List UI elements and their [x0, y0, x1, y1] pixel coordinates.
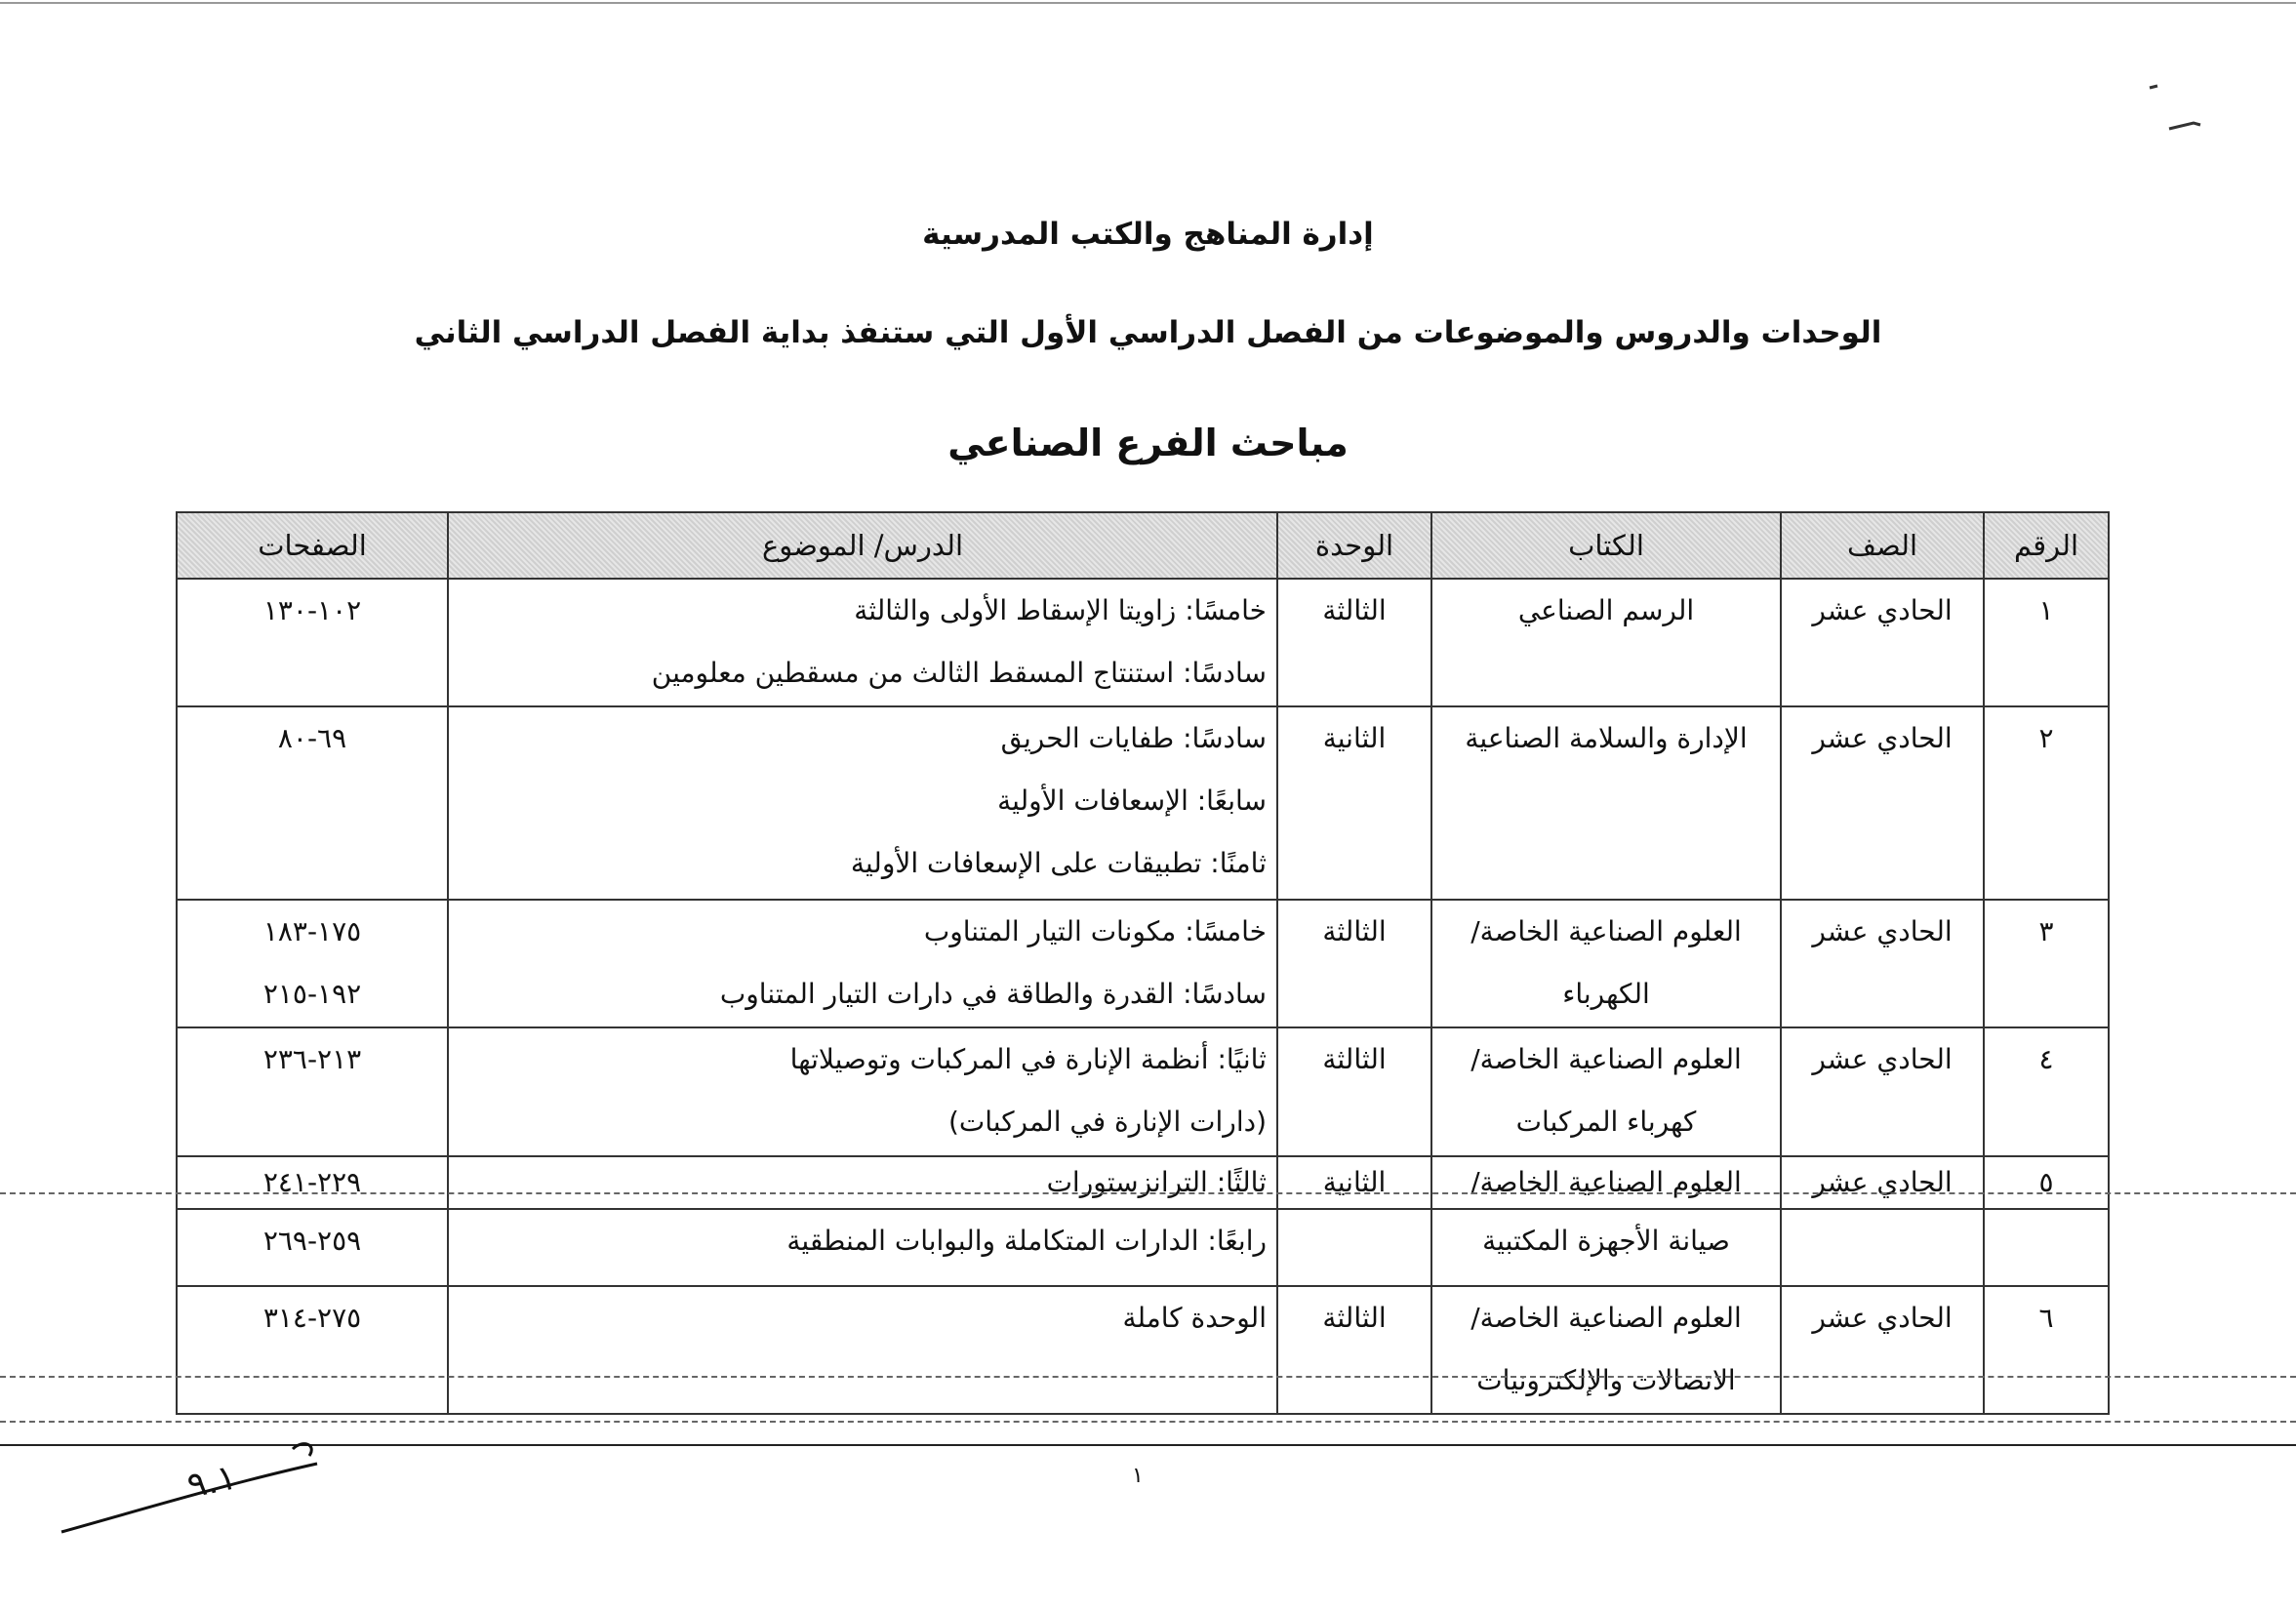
- scan-dash-line: [0, 1376, 2296, 1378]
- cell-num: ١: [1984, 579, 2109, 706]
- cell-pages: ١٠٢-١٣٠: [177, 579, 448, 706]
- page-number: ١: [1132, 1464, 1144, 1488]
- cell-num: ٥: [1984, 1156, 2109, 1210]
- cell-num: ٣: [1984, 900, 2109, 1027]
- cell-unit: الثالثة: [1277, 1027, 1431, 1155]
- cell-grade: الحادي عشر: [1781, 1286, 1984, 1414]
- cell-pages: ١٧٥-١٨٣ ١٩٢-٢١٥: [177, 900, 448, 1027]
- cell-book: الرسم الصناعي: [1431, 579, 1781, 706]
- cell-grade: الحادي عشر: [1781, 706, 1984, 900]
- cell-book: العلوم الصناعية الخاصة/ الاتصالات والإلكترونيات: [1431, 1286, 1781, 1414]
- cell-num: ٢: [1984, 706, 2109, 900]
- table-row: [177, 579, 2109, 706]
- cell-book: الإدارة والسلامة الصناعية: [1431, 706, 1781, 900]
- cell-unit: الثالثة: [1277, 1286, 1431, 1414]
- cell-book: العلوم الصناعية الخاصة/: [1431, 1156, 1781, 1210]
- table-row: [177, 900, 2109, 1027]
- page-subtitle: الوحدات والدروس والموضوعات من الفصل الدراسي الأول التي ستنفذ بداية الفصل الدراسي الثاني: [414, 315, 1882, 350]
- table-row: [177, 706, 2109, 900]
- table-header-row: [177, 512, 2109, 579]
- cell-unit: الثانية: [1277, 1156, 1431, 1210]
- table-row: [177, 1209, 2109, 1286]
- cell-grade: الحادي عشر: [1781, 579, 1984, 706]
- section-title: مباحث الفرع الصناعي: [947, 422, 1349, 464]
- header-unit: الوحدة: [1277, 512, 1431, 579]
- header-book: الكتاب: [1431, 512, 1781, 579]
- table-row: [177, 1156, 2109, 1210]
- cell-pages: ٢٢٩-٢٤١: [177, 1156, 448, 1210]
- table-row: [177, 1027, 2109, 1155]
- curriculum-table: [176, 511, 2110, 1415]
- cell-lesson: ثالثًا: الترانزستورات: [448, 1156, 1277, 1210]
- signature-text: ٩.١: [183, 1457, 240, 1507]
- header-pages: الصفحات: [177, 512, 448, 579]
- cell-book: صيانة الأجهزة المكتبية: [1431, 1209, 1781, 1286]
- cell-unit: الثالثة: [1277, 579, 1431, 706]
- footer-line: [0, 1444, 2296, 1446]
- scan-dash-line: [0, 1421, 2296, 1423]
- cell-unit: الثانية: [1277, 706, 1431, 900]
- scan-line-top: [0, 2, 2296, 4]
- cell-unit: الثالثة: [1277, 900, 1431, 1027]
- page-title: إدارة المناهج والكتب المدرسية: [922, 217, 1374, 252]
- cell-pages: ٢٧٥-٣١٤: [177, 1286, 448, 1414]
- cell-lesson: خامسًا: مكونات التيار المتناوب سادسًا: القدرة والطاقة في دارات التيار المتناوب: [448, 900, 1277, 1027]
- cell-lesson: رابعًا: الدارات المتكاملة والبوابات المنطقية: [448, 1209, 1277, 1286]
- table-row: [177, 1286, 2109, 1414]
- cell-lesson: ثانيًا: أنظمة الإنارة في المركبات وتوصيلاتها (دارات الإنارة في المركبات): [448, 1027, 1277, 1155]
- cell-book: العلوم الصناعية الخاصة/ كهرباء المركبات: [1431, 1027, 1781, 1155]
- cell-lesson: الوحدة كاملة: [448, 1286, 1277, 1414]
- header-num: الرقم: [1984, 512, 2109, 579]
- cell-num: [1984, 1209, 2109, 1286]
- handwritten-signature: [54, 1434, 337, 1542]
- cell-grade: [1781, 1209, 1984, 1286]
- cell-book: العلوم الصناعية الخاصة/ الكهرباء: [1431, 900, 1781, 1027]
- cell-num: ٦: [1984, 1286, 2109, 1414]
- cell-unit: [1277, 1209, 1431, 1286]
- cell-num: ٤: [1984, 1027, 2109, 1155]
- header-lesson: الدرس/ الموضوع: [448, 512, 1277, 579]
- cell-lesson: خامسًا: زاويتا الإسقاط الأولى والثالثة سادسًا: استنتاج المسقط الثالث من مسقطين معلومين: [448, 579, 1277, 706]
- cell-grade: الحادي عشر: [1781, 1156, 1984, 1210]
- cell-grade: الحادي عشر: [1781, 900, 1984, 1027]
- scan-marks: [2140, 59, 2218, 137]
- cell-lesson: سادسًا: طفايات الحريق سابعًا: الإسعافات الأولية ثامنًا: تطبيقات على الإسعافات الأولية: [448, 706, 1277, 900]
- cell-grade: الحادي عشر: [1781, 1027, 1984, 1155]
- cell-pages: ٢٥٩-٢٦٩: [177, 1209, 448, 1286]
- cell-pages: ٦٩-٨٠: [177, 706, 448, 900]
- scan-dash-line: [0, 1192, 2296, 1194]
- header-grade: الصف: [1781, 512, 1984, 579]
- cell-pages: ٢١٣-٢٣٦: [177, 1027, 448, 1155]
